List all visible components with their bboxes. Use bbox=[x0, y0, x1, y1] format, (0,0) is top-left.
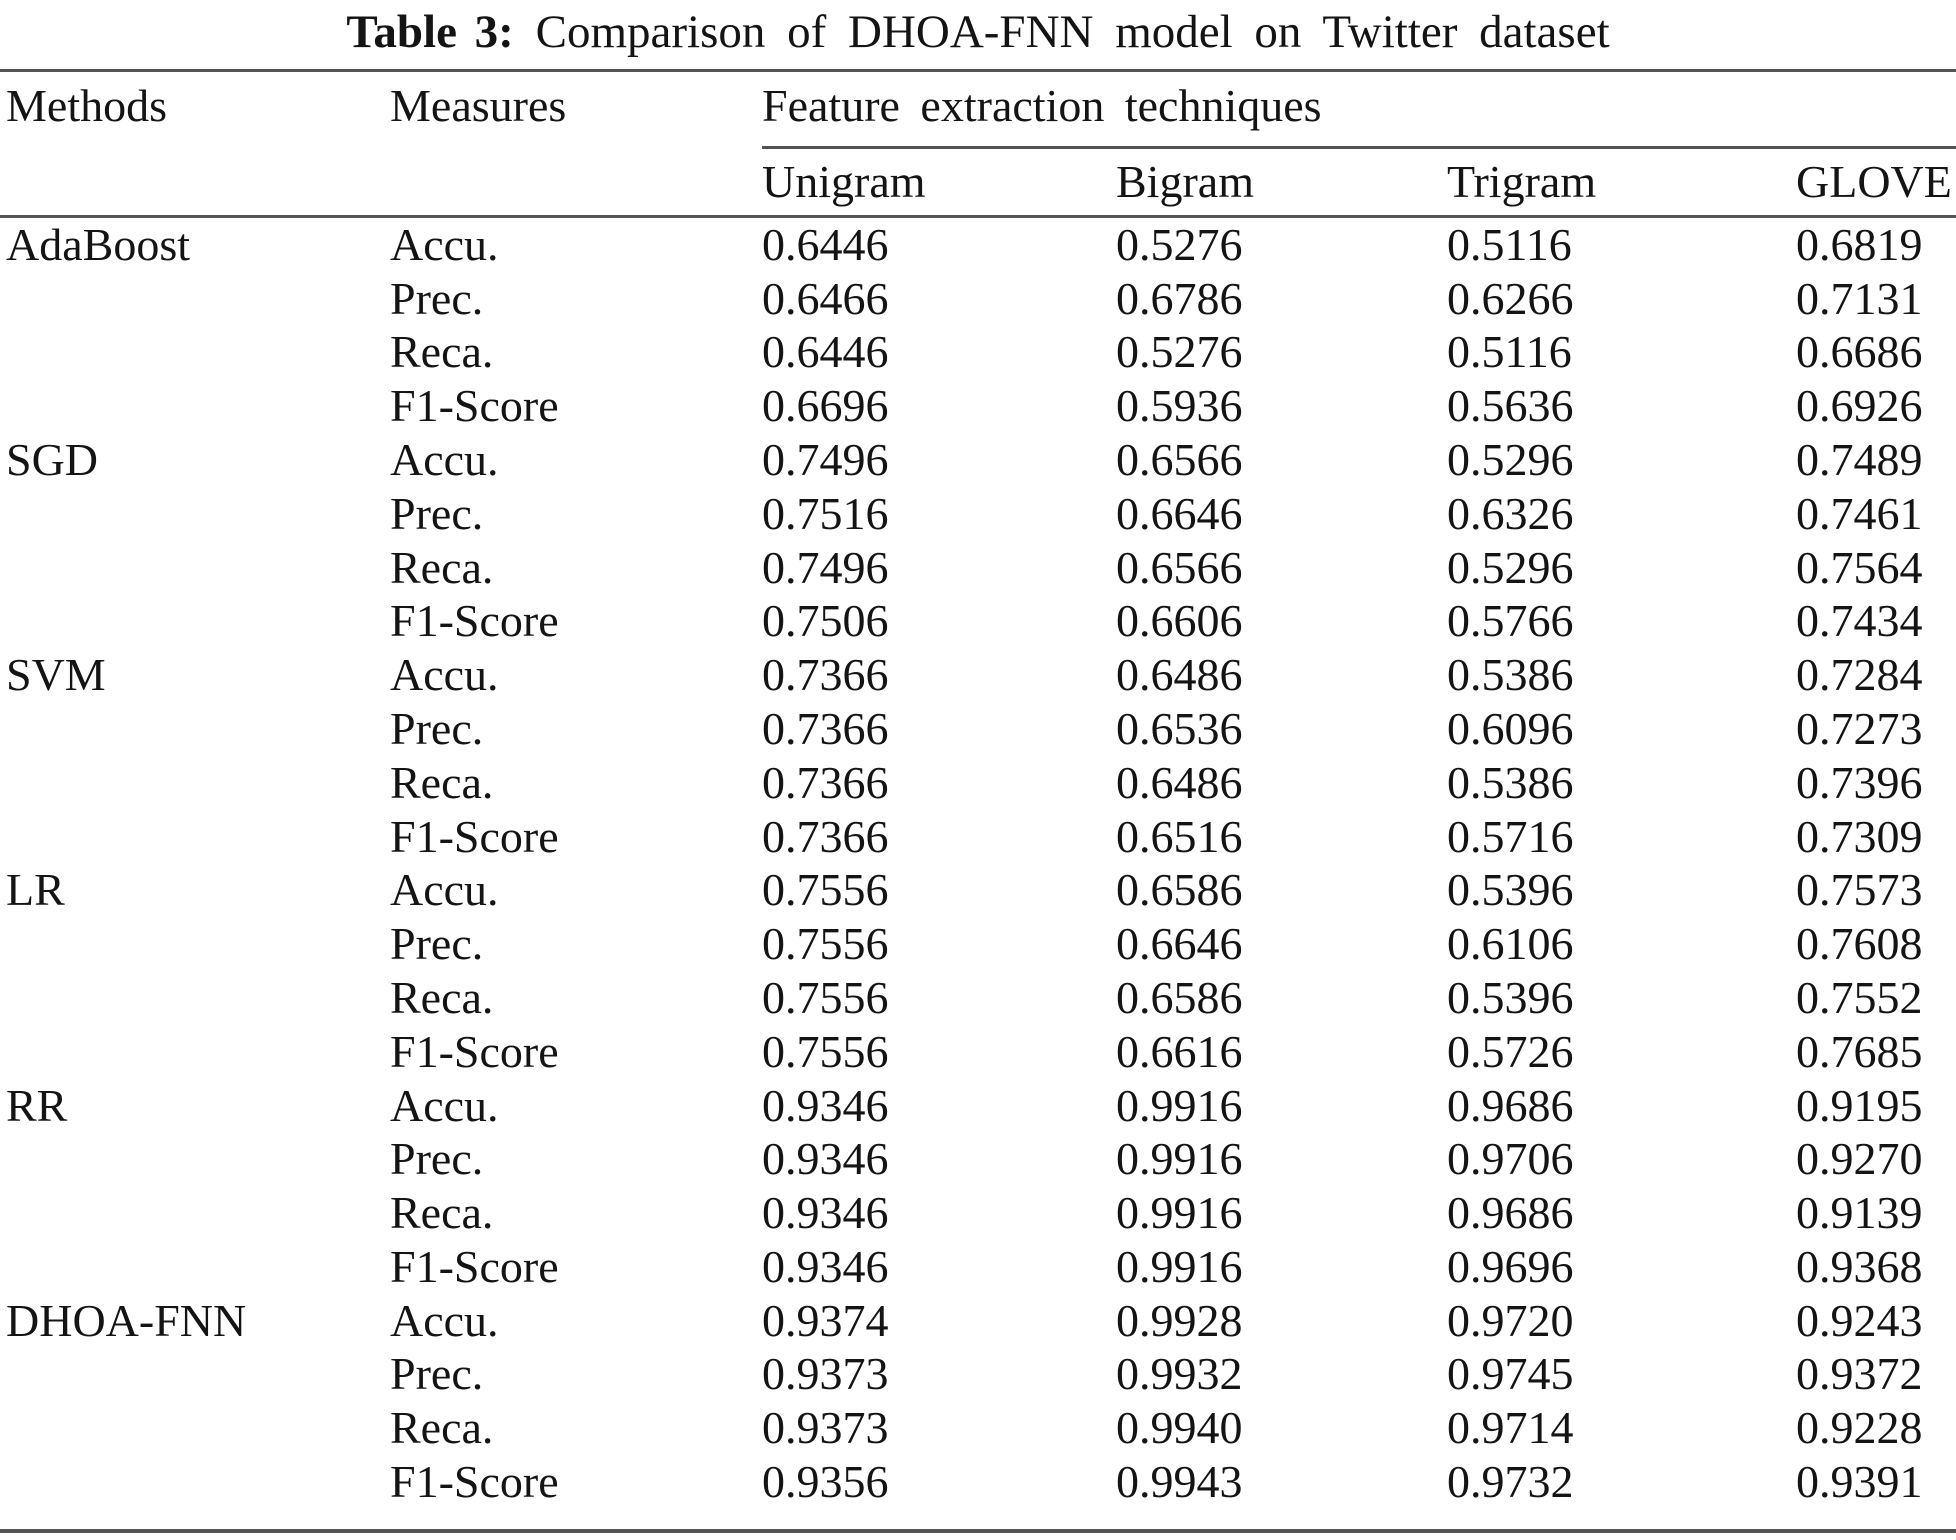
unigram-value: 0.7556 bbox=[762, 971, 889, 1023]
trigram-value: 0.6266 bbox=[1447, 272, 1574, 324]
col-header-methods: Methods bbox=[6, 79, 167, 131]
col-header-feature-group: Feature extraction techniques bbox=[762, 79, 1322, 131]
table-row bbox=[0, 1348, 1956, 1402]
table-row bbox=[0, 810, 1956, 864]
unigram-value: 0.9346 bbox=[762, 1187, 889, 1239]
method-name-cell: DHOA-FNN bbox=[6, 1294, 247, 1346]
col-header-trigram: Trigram bbox=[1447, 155, 1597, 207]
measure-cell: F1-Score bbox=[390, 1456, 559, 1508]
trigram-value: 0.9720 bbox=[1447, 1294, 1574, 1346]
method-name-cell: RR bbox=[6, 1079, 68, 1131]
bigram-value: 0.9940 bbox=[1116, 1402, 1243, 1454]
table-row bbox=[0, 595, 1956, 649]
table-row bbox=[0, 218, 1956, 272]
measure-cell: Prec. bbox=[390, 1348, 484, 1400]
trigram-value: 0.9732 bbox=[1447, 1456, 1574, 1508]
measure-cell: Accu. bbox=[390, 1294, 499, 1346]
table-row bbox=[0, 272, 1956, 326]
unigram-value: 0.7516 bbox=[762, 487, 889, 539]
glove-value: 0.7685 bbox=[1796, 1025, 1923, 1077]
unigram-value: 0.6446 bbox=[762, 218, 889, 270]
table-row bbox=[0, 433, 1956, 487]
glove-value: 0.9139 bbox=[1796, 1187, 1923, 1239]
glove-value: 0.7273 bbox=[1796, 702, 1923, 754]
unigram-value: 0.7366 bbox=[762, 649, 889, 701]
bigram-value: 0.6586 bbox=[1116, 971, 1243, 1023]
trigram-value: 0.5386 bbox=[1447, 649, 1574, 701]
trigram-value: 0.9686 bbox=[1447, 1187, 1574, 1239]
unigram-value: 0.7556 bbox=[762, 918, 889, 970]
bottom-rule bbox=[0, 1529, 1956, 1533]
bigram-value: 0.9916 bbox=[1116, 1079, 1243, 1131]
unigram-value: 0.6696 bbox=[762, 380, 889, 432]
trigram-value: 0.9745 bbox=[1447, 1348, 1574, 1400]
bigram-value: 0.6616 bbox=[1116, 1025, 1243, 1077]
glove-value: 0.7608 bbox=[1796, 918, 1923, 970]
glove-value: 0.9243 bbox=[1796, 1294, 1923, 1346]
bigram-value: 0.6646 bbox=[1116, 487, 1243, 539]
table-title bbox=[0, 2, 1956, 64]
unigram-value: 0.9373 bbox=[762, 1402, 889, 1454]
bigram-value: 0.6536 bbox=[1116, 702, 1243, 754]
bigram-value: 0.6486 bbox=[1116, 756, 1243, 808]
col-header-glove: GLOVE bbox=[1796, 155, 1952, 207]
trigram-value: 0.5296 bbox=[1447, 541, 1574, 593]
table-row bbox=[0, 1240, 1956, 1294]
glove-value: 0.7489 bbox=[1796, 433, 1923, 485]
method-name-cell: AdaBoost bbox=[6, 218, 190, 270]
bigram-value: 0.6486 bbox=[1116, 649, 1243, 701]
unigram-value: 0.6466 bbox=[762, 272, 889, 324]
trigram-value: 0.5636 bbox=[1447, 380, 1574, 432]
glove-value: 0.9368 bbox=[1796, 1240, 1923, 1292]
trigram-value: 0.6326 bbox=[1447, 487, 1574, 539]
measure-cell: Prec. bbox=[390, 1133, 484, 1185]
glove-value: 0.9195 bbox=[1796, 1079, 1923, 1131]
feature-subheader-row bbox=[0, 149, 1956, 215]
unigram-value: 0.7366 bbox=[762, 810, 889, 862]
unigram-value: 0.7366 bbox=[762, 702, 889, 754]
bigram-value: 0.9916 bbox=[1116, 1187, 1243, 1239]
trigram-value: 0.5296 bbox=[1447, 433, 1574, 485]
table-row bbox=[0, 1186, 1956, 1240]
bigram-value: 0.5276 bbox=[1116, 218, 1243, 270]
trigram-value: 0.5396 bbox=[1447, 864, 1574, 916]
glove-value: 0.7396 bbox=[1796, 756, 1923, 808]
method-name-cell: SVM bbox=[6, 649, 106, 701]
table-row bbox=[0, 1079, 1956, 1133]
glove-value: 0.6819 bbox=[1796, 218, 1923, 270]
table-row bbox=[0, 971, 1956, 1025]
trigram-value: 0.5386 bbox=[1447, 756, 1574, 808]
measure-cell: Accu. bbox=[390, 864, 499, 916]
trigram-value: 0.5116 bbox=[1447, 218, 1572, 270]
bigram-value: 0.6516 bbox=[1116, 810, 1243, 862]
unigram-value: 0.6446 bbox=[762, 326, 889, 378]
measure-cell: F1-Score bbox=[390, 380, 559, 432]
measure-cell: Prec. bbox=[390, 918, 484, 970]
table-row bbox=[0, 379, 1956, 433]
measure-cell: Reca. bbox=[390, 1402, 494, 1454]
measure-cell: Reca. bbox=[390, 756, 494, 808]
unigram-value: 0.7556 bbox=[762, 1025, 889, 1077]
bigram-value: 0.6566 bbox=[1116, 541, 1243, 593]
unigram-value: 0.9346 bbox=[762, 1133, 889, 1185]
unigram-value: 0.7556 bbox=[762, 864, 889, 916]
unigram-value: 0.7496 bbox=[762, 541, 889, 593]
bigram-value: 0.9943 bbox=[1116, 1456, 1243, 1508]
table-row bbox=[0, 917, 1956, 971]
table-row bbox=[0, 541, 1956, 595]
measure-cell: F1-Score bbox=[390, 595, 559, 647]
glove-value: 0.7309 bbox=[1796, 810, 1923, 862]
table-row bbox=[0, 648, 1956, 702]
table-row bbox=[0, 1402, 1956, 1456]
trigram-value: 0.9714 bbox=[1447, 1402, 1574, 1454]
table-row bbox=[0, 1294, 1956, 1348]
bigram-value: 0.6786 bbox=[1116, 272, 1243, 324]
glove-value: 0.7461 bbox=[1796, 487, 1923, 539]
measure-cell: F1-Score bbox=[390, 810, 559, 862]
col-header-bigram: Bigram bbox=[1116, 155, 1254, 207]
glove-value: 0.7131 bbox=[1796, 272, 1923, 324]
unigram-value: 0.7496 bbox=[762, 433, 889, 485]
table-row bbox=[0, 756, 1956, 810]
glove-value: 0.7564 bbox=[1796, 541, 1923, 593]
table-row bbox=[0, 1455, 1956, 1509]
bigram-value: 0.5276 bbox=[1116, 326, 1243, 378]
measure-cell: Reca. bbox=[390, 326, 494, 378]
measure-cell: Reca. bbox=[390, 541, 494, 593]
glove-value: 0.9270 bbox=[1796, 1133, 1923, 1185]
trigram-value: 0.5716 bbox=[1447, 810, 1574, 862]
table-header-row bbox=[0, 72, 1956, 144]
glove-value: 0.9391 bbox=[1796, 1456, 1923, 1508]
trigram-value: 0.5116 bbox=[1447, 326, 1572, 378]
bigram-value: 0.9928 bbox=[1116, 1294, 1243, 1346]
trigram-value: 0.6096 bbox=[1447, 702, 1574, 754]
table-title-caption: Comparison of DHOA-FNN model on Twitter dataset bbox=[535, 6, 1610, 58]
measure-cell: Accu. bbox=[390, 1079, 499, 1131]
glove-value: 0.7434 bbox=[1796, 595, 1923, 647]
measure-cell: Reca. bbox=[390, 971, 494, 1023]
table-row bbox=[0, 702, 1956, 756]
trigram-value: 0.9706 bbox=[1447, 1133, 1574, 1185]
bigram-value: 0.9916 bbox=[1116, 1133, 1243, 1185]
glove-value: 0.7552 bbox=[1796, 971, 1923, 1023]
measure-cell: Prec. bbox=[390, 272, 484, 324]
method-name-cell: SGD bbox=[6, 433, 99, 485]
method-name-cell: LR bbox=[6, 864, 65, 916]
measure-cell: Accu. bbox=[390, 218, 499, 270]
measure-cell: F1-Score bbox=[390, 1025, 559, 1077]
unigram-value: 0.7366 bbox=[762, 756, 889, 808]
trigram-value: 0.5396 bbox=[1447, 971, 1574, 1023]
trigram-value: 0.9696 bbox=[1447, 1240, 1574, 1292]
unigram-value: 0.9373 bbox=[762, 1348, 889, 1400]
table-row bbox=[0, 1133, 1956, 1187]
table-row bbox=[0, 487, 1956, 541]
measure-cell: Accu. bbox=[390, 433, 499, 485]
table-row bbox=[0, 864, 1956, 918]
glove-value: 0.6686 bbox=[1796, 326, 1923, 378]
measure-cell: F1-Score bbox=[390, 1240, 559, 1292]
glove-value: 0.9372 bbox=[1796, 1348, 1923, 1400]
glove-value: 0.9228 bbox=[1796, 1402, 1923, 1454]
table-title-label: Table 3: bbox=[346, 6, 514, 58]
col-header-unigram: Unigram bbox=[762, 155, 926, 207]
measure-cell: Accu. bbox=[390, 649, 499, 701]
unigram-value: 0.9374 bbox=[762, 1294, 889, 1346]
measure-cell: Prec. bbox=[390, 487, 484, 539]
unigram-value: 0.9346 bbox=[762, 1079, 889, 1131]
trigram-value: 0.6106 bbox=[1447, 918, 1574, 970]
trigram-value: 0.9686 bbox=[1447, 1079, 1574, 1131]
unigram-value: 0.9356 bbox=[762, 1456, 889, 1508]
unigram-value: 0.7506 bbox=[762, 595, 889, 647]
measure-cell: Prec. bbox=[390, 702, 484, 754]
bigram-value: 0.9916 bbox=[1116, 1240, 1243, 1292]
col-header-measures: Measures bbox=[390, 79, 567, 131]
bigram-value: 0.9932 bbox=[1116, 1348, 1243, 1400]
glove-value: 0.6926 bbox=[1796, 380, 1923, 432]
trigram-value: 0.5726 bbox=[1447, 1025, 1574, 1077]
table-row bbox=[0, 1025, 1956, 1079]
trigram-value: 0.5766 bbox=[1447, 595, 1574, 647]
bigram-value: 0.6606 bbox=[1116, 595, 1243, 647]
table-body bbox=[0, 218, 1956, 1509]
bigram-value: 0.6586 bbox=[1116, 864, 1243, 916]
glove-value: 0.7573 bbox=[1796, 864, 1923, 916]
bigram-value: 0.6566 bbox=[1116, 433, 1243, 485]
bigram-value: 0.5936 bbox=[1116, 380, 1243, 432]
unigram-value: 0.9346 bbox=[762, 1240, 889, 1292]
measure-cell: Reca. bbox=[390, 1187, 494, 1239]
table-row bbox=[0, 326, 1956, 380]
bigram-value: 0.6646 bbox=[1116, 918, 1243, 970]
glove-value: 0.7284 bbox=[1796, 649, 1923, 701]
